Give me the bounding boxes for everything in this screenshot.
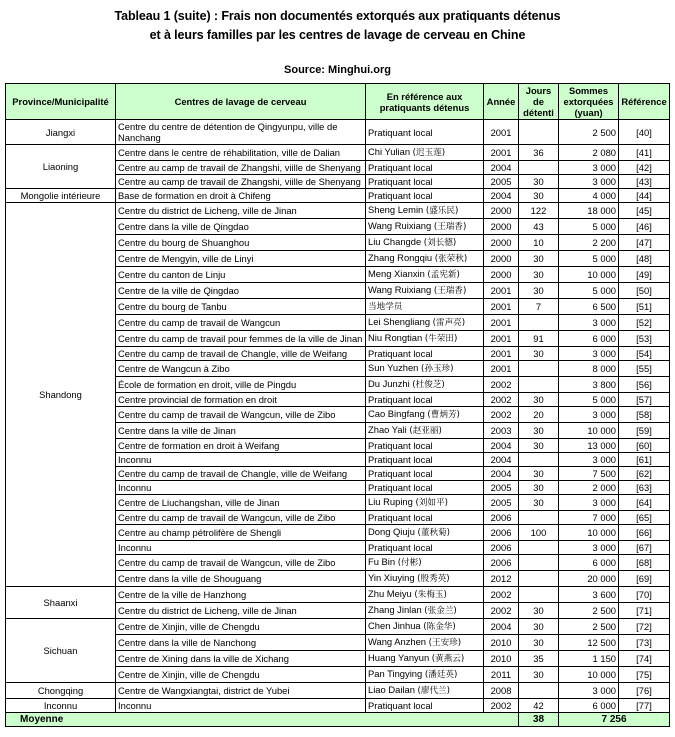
cell-days: 30 — [519, 423, 559, 439]
cell-sum: 4 000 — [559, 189, 619, 203]
cell-reference: [70] — [619, 587, 670, 603]
cell-practitioner: Huang Yanyun (黄燕云) — [366, 651, 484, 667]
cell-reference: [73] — [619, 635, 670, 651]
cell-practitioner: Pratiquant local — [366, 175, 484, 189]
cell-year: 2010 — [484, 635, 519, 651]
cjk-name: (董秋菊) — [417, 528, 451, 538]
cell-center: Centre dans la ville de Jinan — [116, 423, 366, 439]
cell-practitioner: Pratiquant local — [366, 120, 484, 145]
column-header-sum: Sommes extorquées (yuan) — [559, 84, 619, 120]
title-line-1: Tableau 1 (suite) : Frais non documentés extorqués aux pratiquants détenus — [114, 9, 561, 23]
cjk-name: (孙玉珍) — [421, 364, 454, 374]
table-row — [6, 203, 670, 219]
cell-practitioner: Wang Ruixiang (王瑞香) — [366, 219, 484, 235]
cell-days — [519, 683, 559, 699]
cell-practitioner: Pratiquant local — [366, 347, 484, 361]
cell-sum: 3 000 — [559, 161, 619, 175]
cell-practitioner: Fu Bin (付彬) — [366, 555, 484, 571]
cjk-name: (牛荣田) — [424, 334, 458, 344]
cell-province: Sichuan — [6, 619, 116, 683]
cell-reference: [41] — [619, 145, 670, 161]
cell-year: 2000 — [484, 235, 519, 251]
cell-sum: 13 000 — [559, 439, 619, 453]
cell-practitioner: Liu Ruping (刘如平) — [366, 495, 484, 511]
cell-sum: 2 500 — [559, 603, 619, 619]
cell-reference: [62] — [619, 467, 670, 481]
cjk-name: 当地学员 — [368, 302, 403, 312]
cell-reference: [40] — [619, 120, 670, 145]
cjk-name: (曹炳芳) — [427, 410, 460, 420]
cell-center: Centre du camp de travail de Wangcun — [116, 315, 366, 331]
title-line-2: et à leurs familles par les centres de lavage de cerveau en Chine — [149, 28, 526, 42]
cell-year: 2006 — [484, 511, 519, 525]
table-row — [6, 120, 670, 145]
cell-reference: [46] — [619, 219, 670, 235]
cell-days: 30 — [519, 283, 559, 299]
cell-center: Centre de Xining dans la ville de Xichang — [116, 651, 366, 667]
cell-sum: 3 000 — [559, 407, 619, 423]
cell-center: Centre du camp de travail de Wangcun, ville de Zibo — [116, 407, 366, 423]
cjk-name: (陈金华) — [423, 622, 456, 632]
cell-practitioner: Liu Changde (刘长德) — [366, 235, 484, 251]
cjk-name: (迟玉莲) — [412, 148, 446, 158]
cell-year: 2011 — [484, 667, 519, 683]
cell-year: 2002 — [484, 603, 519, 619]
cell-reference: [63] — [619, 481, 670, 495]
cell-days: 91 — [519, 331, 559, 347]
cell-center: Centre dans le centre de réhabilitation, ville de Dalian — [116, 145, 366, 161]
cell-sum: 6 000 — [559, 331, 619, 347]
table-row — [6, 683, 670, 699]
cjk-name: (王安珍) — [428, 638, 462, 648]
cell-sum: 2 500 — [559, 120, 619, 145]
cell-sum: 3 000 — [559, 453, 619, 467]
cell-days — [519, 120, 559, 145]
cell-center: Centre du camp de travail de Changle, ville de Weifang — [116, 467, 366, 481]
cell-days: 30 — [519, 347, 559, 361]
cell-reference: [43] — [619, 175, 670, 189]
cell-days: 36 — [519, 145, 559, 161]
cell-sum: 10 000 — [559, 423, 619, 439]
average-row — [6, 713, 670, 727]
cell-reference: [76] — [619, 683, 670, 699]
cell-days: 42 — [519, 699, 559, 713]
cjk-name: (刘长德) — [423, 238, 457, 248]
cell-days — [519, 541, 559, 555]
cjk-name: (赵亚丽) — [409, 426, 442, 436]
cell-sum: 3 000 — [559, 347, 619, 361]
cell-reference: [44] — [619, 189, 670, 203]
cell-days: 30 — [519, 251, 559, 267]
cell-days — [519, 377, 559, 393]
cell-days — [519, 587, 559, 603]
cell-practitioner: Sun Yuzhen (孙玉珍) — [366, 361, 484, 377]
cjk-name: (王瑞香) — [433, 286, 467, 296]
cell-practitioner: Pratiquant local — [366, 511, 484, 525]
cell-days — [519, 361, 559, 377]
cell-year: 2004 — [484, 453, 519, 467]
cell-practitioner: Wang Anzhen (王安珍) — [366, 635, 484, 651]
cell-sum: 10 000 — [559, 267, 619, 283]
cell-days — [519, 161, 559, 175]
cell-reference: [58] — [619, 407, 670, 423]
cell-year: 2001 — [484, 361, 519, 377]
cell-days: 30 — [519, 175, 559, 189]
cell-practitioner: Pan Tingying (潘廷英) — [366, 667, 484, 683]
cell-reference: [59] — [619, 423, 670, 439]
cell-center: Centre au champ pétrolifère de Shengli — [116, 525, 366, 541]
cell-practitioner: Cao Bingfang (曹炳芳) — [366, 407, 484, 423]
cell-reference: [75] — [619, 667, 670, 683]
cell-days: 30 — [519, 603, 559, 619]
cell-reference: [51] — [619, 299, 670, 315]
cell-reference: [54] — [619, 347, 670, 361]
cell-center: Centre du bourg de Tanbu — [116, 299, 366, 315]
cell-reference: [52] — [619, 315, 670, 331]
cjk-name: (王瑞香) — [433, 222, 467, 232]
cell-practitioner: Liao Dailan (廖代兰) — [366, 683, 484, 699]
cell-center: Centre du camp de travail de Changle, ville de Weifang — [116, 347, 366, 361]
cjk-name: (张荣秋) — [434, 254, 468, 264]
cell-center: Inconnu — [116, 453, 366, 467]
column-header-province: Province/Municipalité — [6, 84, 116, 120]
cell-year: 2001 — [484, 120, 519, 145]
cell-sum: 5 000 — [559, 283, 619, 299]
cell-year: 2002 — [484, 393, 519, 407]
table-row — [6, 587, 670, 603]
cjk-name: (殷秀英) — [417, 574, 450, 584]
cell-sum: 2 200 — [559, 235, 619, 251]
cell-reference: [77] — [619, 699, 670, 713]
table-body — [6, 120, 670, 727]
cell-reference: [66] — [619, 525, 670, 541]
column-header-practitioner: En référence aux pratiquants détenus — [366, 84, 484, 120]
cell-sum: 10 000 — [559, 667, 619, 683]
cell-practitioner: Pratiquant local — [366, 699, 484, 713]
cell-province: Chongqing — [6, 683, 116, 699]
cell-center: Centre du camp de travail pour femmes de la ville de Jinan — [116, 331, 366, 347]
cell-practitioner: Zhang Rongqiu (张荣秋) — [366, 251, 484, 267]
cell-center: Centre dans la ville de Nanchong — [116, 635, 366, 651]
cell-sum: 5 000 — [559, 251, 619, 267]
table-row — [6, 189, 670, 203]
cell-sum: 6 000 — [559, 555, 619, 571]
cell-center: Centre de Xinjin, ville de Chengdu — [116, 619, 366, 635]
cell-practitioner: Zhu Meiyu (朱梅玉) — [366, 587, 484, 603]
cell-reference: [72] — [619, 619, 670, 635]
cell-reference: [71] — [619, 603, 670, 619]
cjk-name: (雷声亮) — [432, 318, 466, 328]
cell-center: Base de formation en droit à Chifeng — [116, 189, 366, 203]
cell-year: 2001 — [484, 331, 519, 347]
cell-sum: 20 000 — [559, 571, 619, 587]
cell-sum: 3 000 — [559, 315, 619, 331]
cell-year: 2000 — [484, 203, 519, 219]
cell-sum: 7 500 — [559, 467, 619, 481]
cell-year: 2006 — [484, 541, 519, 555]
cell-center: Centre de Wangxiangtai, district de Yubei — [116, 683, 366, 699]
cell-reference: [53] — [619, 331, 670, 347]
column-header-year: Année — [484, 84, 519, 120]
cell-practitioner: Chi Yulian (迟玉莲) — [366, 145, 484, 161]
cell-year: 2004 — [484, 619, 519, 635]
cell-sum: 18 000 — [559, 203, 619, 219]
cell-province: Liaoning — [6, 145, 116, 189]
cjk-name: (潘廷英) — [424, 670, 458, 680]
cell-practitioner: Pratiquant local — [366, 467, 484, 481]
cjk-name: (廖代兰) — [417, 686, 451, 696]
cell-year: 2008 — [484, 683, 519, 699]
cell-center: Centre de Wangcun à Zibo — [116, 361, 366, 377]
cell-year: 2012 — [484, 571, 519, 587]
cell-days: 30 — [519, 481, 559, 495]
cell-year: 2004 — [484, 439, 519, 453]
cell-reference: [68] — [619, 555, 670, 571]
cell-year: 2006 — [484, 555, 519, 571]
cell-days: 30 — [519, 635, 559, 651]
cell-days: 30 — [519, 189, 559, 203]
cell-days: 20 — [519, 407, 559, 423]
cjk-name: (刘如平) — [415, 498, 448, 508]
cell-practitioner: Pratiquant local — [366, 541, 484, 555]
cell-days: 30 — [519, 267, 559, 283]
cell-days — [519, 453, 559, 467]
cell-practitioner: Meng Xianxin (孟宪新) — [366, 267, 484, 283]
cell-days: 7 — [519, 299, 559, 315]
cell-reference: [69] — [619, 571, 670, 587]
cell-days — [519, 555, 559, 571]
cell-center: Centre du district de Licheng, ville de Jinan — [116, 203, 366, 219]
cell-practitioner: Pratiquant local — [366, 481, 484, 495]
cell-year: 2002 — [484, 699, 519, 713]
cell-center: Inconnu — [116, 699, 366, 713]
cjk-name: (张金兰) — [424, 606, 457, 616]
cell-year: 2000 — [484, 219, 519, 235]
cell-year: 2001 — [484, 299, 519, 315]
cell-center: Centre du centre de détention de Qingyunpu, ville de Nanchang — [116, 120, 366, 145]
cell-days: 100 — [519, 525, 559, 541]
cell-sum: 2 000 — [559, 481, 619, 495]
cell-year: 2000 — [484, 267, 519, 283]
cell-practitioner: Pratiquant local — [366, 453, 484, 467]
cell-reference: [56] — [619, 377, 670, 393]
cell-sum: 3 000 — [559, 683, 619, 699]
cell-year: 2004 — [484, 467, 519, 481]
cell-practitioner: Dong Qiuju (董秋菊) — [366, 525, 484, 541]
cell-year: 2004 — [484, 161, 519, 175]
cell-year: 2002 — [484, 587, 519, 603]
cell-center: Inconnu — [116, 541, 366, 555]
cell-practitioner: Sheng Lemin (盛乐民) — [366, 203, 484, 219]
cell-practitioner: Zhang Jinlan (张金兰) — [366, 603, 484, 619]
cell-reference: [67] — [619, 541, 670, 555]
table-row — [6, 145, 670, 161]
cell-practitioner: Lei Shengliang (雷声亮) — [366, 315, 484, 331]
cell-days: 30 — [519, 667, 559, 683]
cell-reference: [45] — [619, 203, 670, 219]
cell-practitioner: Pratiquant local — [366, 393, 484, 407]
cell-practitioner: Du Junzhi (杜俊芝) — [366, 377, 484, 393]
cell-sum: 3 800 — [559, 377, 619, 393]
cell-practitioner: Pratiquant local — [366, 439, 484, 453]
cell-sum: 3 000 — [559, 495, 619, 511]
cjk-name: (付彬) — [397, 558, 422, 568]
cell-center: Centre de Liuchangshan, ville de Jinan — [116, 495, 366, 511]
cell-year: 2005 — [484, 481, 519, 495]
cell-year: 2004 — [484, 189, 519, 203]
cell-days: 30 — [519, 439, 559, 453]
cell-days: 35 — [519, 651, 559, 667]
cell-province: Shaanxi — [6, 587, 116, 619]
extortion-fees-table — [5, 83, 670, 727]
cell-days — [519, 315, 559, 331]
cell-center: Centre au camp de travail de Zhangshi, viille de Shenyang — [116, 161, 366, 175]
cell-reference: [42] — [619, 161, 670, 175]
cell-year: 2001 — [484, 347, 519, 361]
cell-practitioner: Pratiquant local — [366, 189, 484, 203]
cell-reference: [74] — [619, 651, 670, 667]
cell-year: 2002 — [484, 407, 519, 423]
cell-practitioner: Pratiquant local — [366, 161, 484, 175]
cell-sum: 2 500 — [559, 619, 619, 635]
cjk-name: (朱梅玉) — [414, 590, 447, 600]
cell-practitioner: Chen Jinhua (陈金华) — [366, 619, 484, 635]
cell-sum: 5 000 — [559, 393, 619, 407]
table-row — [6, 699, 670, 713]
cell-days — [519, 571, 559, 587]
cell-sum: 7 000 — [559, 511, 619, 525]
cell-reference: [60] — [619, 439, 670, 453]
cell-reference: [47] — [619, 235, 670, 251]
cell-center: Inconnu — [116, 481, 366, 495]
cell-sum: 2 080 — [559, 145, 619, 161]
column-header-days: Jours de détenti — [519, 84, 559, 120]
cell-center: Centre dans la ville de Shouguang — [116, 571, 366, 587]
cell-days: 30 — [519, 495, 559, 511]
cell-year: 2003 — [484, 423, 519, 439]
cell-province: Jiangxi — [6, 120, 116, 145]
cjk-name: (黄燕云) — [431, 654, 465, 664]
cell-reference: [65] — [619, 511, 670, 525]
cell-year: 2000 — [484, 251, 519, 267]
cell-reference: [48] — [619, 251, 670, 267]
table-header — [6, 84, 670, 120]
document-title-block — [0, 0, 675, 45]
cell-center: Centre du camp de travail de Wangcun, ville de Zibo — [116, 511, 366, 525]
cell-sum: 10 000 — [559, 525, 619, 541]
cell-province: Mongolie intérieure — [6, 189, 116, 203]
cell-reference: [49] — [619, 267, 670, 283]
cell-practitioner: Zhao Yali (赵亚丽) — [366, 423, 484, 439]
cell-center: Centre du bourg de Shuanghou — [116, 235, 366, 251]
cell-sum: 8 000 — [559, 361, 619, 377]
cell-year: 2001 — [484, 315, 519, 331]
cjk-name: (盛乐民) — [425, 206, 459, 216]
cell-center: Centre provincial de formation en droit — [116, 393, 366, 407]
cell-reference: [61] — [619, 453, 670, 467]
cell-reference: [55] — [619, 361, 670, 377]
cell-days — [519, 511, 559, 525]
cell-center: Centre du district de Licheng, ville de Jinan — [116, 603, 366, 619]
column-header-center: Centres de lavage de cerveau — [116, 84, 366, 120]
cell-year: 2001 — [484, 283, 519, 299]
cell-practitioner: Yin Xiuying (殷秀英) — [366, 571, 484, 587]
cell-days: 43 — [519, 219, 559, 235]
table-header-row — [6, 84, 670, 120]
cell-days: 122 — [519, 203, 559, 219]
column-header-reference: Référence — [619, 84, 670, 120]
cjk-name: (孟宪新) — [427, 270, 460, 280]
cell-sum: 1 150 — [559, 651, 619, 667]
cell-center: Centre de formation en droit à Weifang — [116, 439, 366, 453]
cell-days: 30 — [519, 467, 559, 481]
cell-center: Centre de Xinjin, ville de Chengdu — [116, 667, 366, 683]
cell-practitioner: Wang Ruixiang (王瑞香) — [366, 283, 484, 299]
cell-year: 2005 — [484, 495, 519, 511]
cell-year: 2002 — [484, 377, 519, 393]
cell-center: Centre du camp de travail de Wangcun, ville de Zibo — [116, 555, 366, 571]
cell-sum: 5 000 — [559, 219, 619, 235]
cell-days: 10 — [519, 235, 559, 251]
cell-center: École de formation en droit, ville de Pingdu — [116, 377, 366, 393]
cell-year: 2001 — [484, 145, 519, 161]
cell-province: Inconnu — [6, 699, 116, 713]
cell-year: 2005 — [484, 175, 519, 189]
cell-year: 2006 — [484, 525, 519, 541]
average-sum: 7 256 — [559, 713, 670, 727]
cell-reference: [57] — [619, 393, 670, 407]
cell-sum: 6 500 — [559, 299, 619, 315]
cell-year: 2010 — [484, 651, 519, 667]
table-row — [6, 619, 670, 635]
cell-reference: [50] — [619, 283, 670, 299]
cell-practitioner — [366, 299, 484, 315]
cell-center: Centre de la ville de Qingdao — [116, 283, 366, 299]
cell-province: Shandong — [6, 203, 116, 587]
cell-reference: [64] — [619, 495, 670, 511]
cell-sum: 3 000 — [559, 175, 619, 189]
cell-center: Centre dans la ville de Qingdao — [116, 219, 366, 235]
cell-sum: 6 000 — [559, 699, 619, 713]
average-label: Moyenne — [6, 713, 519, 727]
cell-center: Centre de la ville de Hanzhong — [116, 587, 366, 603]
cell-sum: 3 000 — [559, 541, 619, 555]
cjk-name: (杜俊芝) — [412, 380, 445, 390]
cell-sum: 3 600 — [559, 587, 619, 603]
cell-sum: 12 500 — [559, 635, 619, 651]
cell-center: Centre du canton de Linju — [116, 267, 366, 283]
cell-center: Centre au camp de travail de Zhangshi, viille de Shenyang — [116, 175, 366, 189]
source-attribution: Source: Minghui.org — [284, 64, 391, 76]
cell-days: 30 — [519, 619, 559, 635]
average-days: 38 — [519, 713, 559, 727]
cell-practitioner: Niu Rongtian (牛荣田) — [366, 331, 484, 347]
cell-days: 30 — [519, 393, 559, 407]
cell-center: Centre de Mengyin, ville de Linyi — [116, 251, 366, 267]
